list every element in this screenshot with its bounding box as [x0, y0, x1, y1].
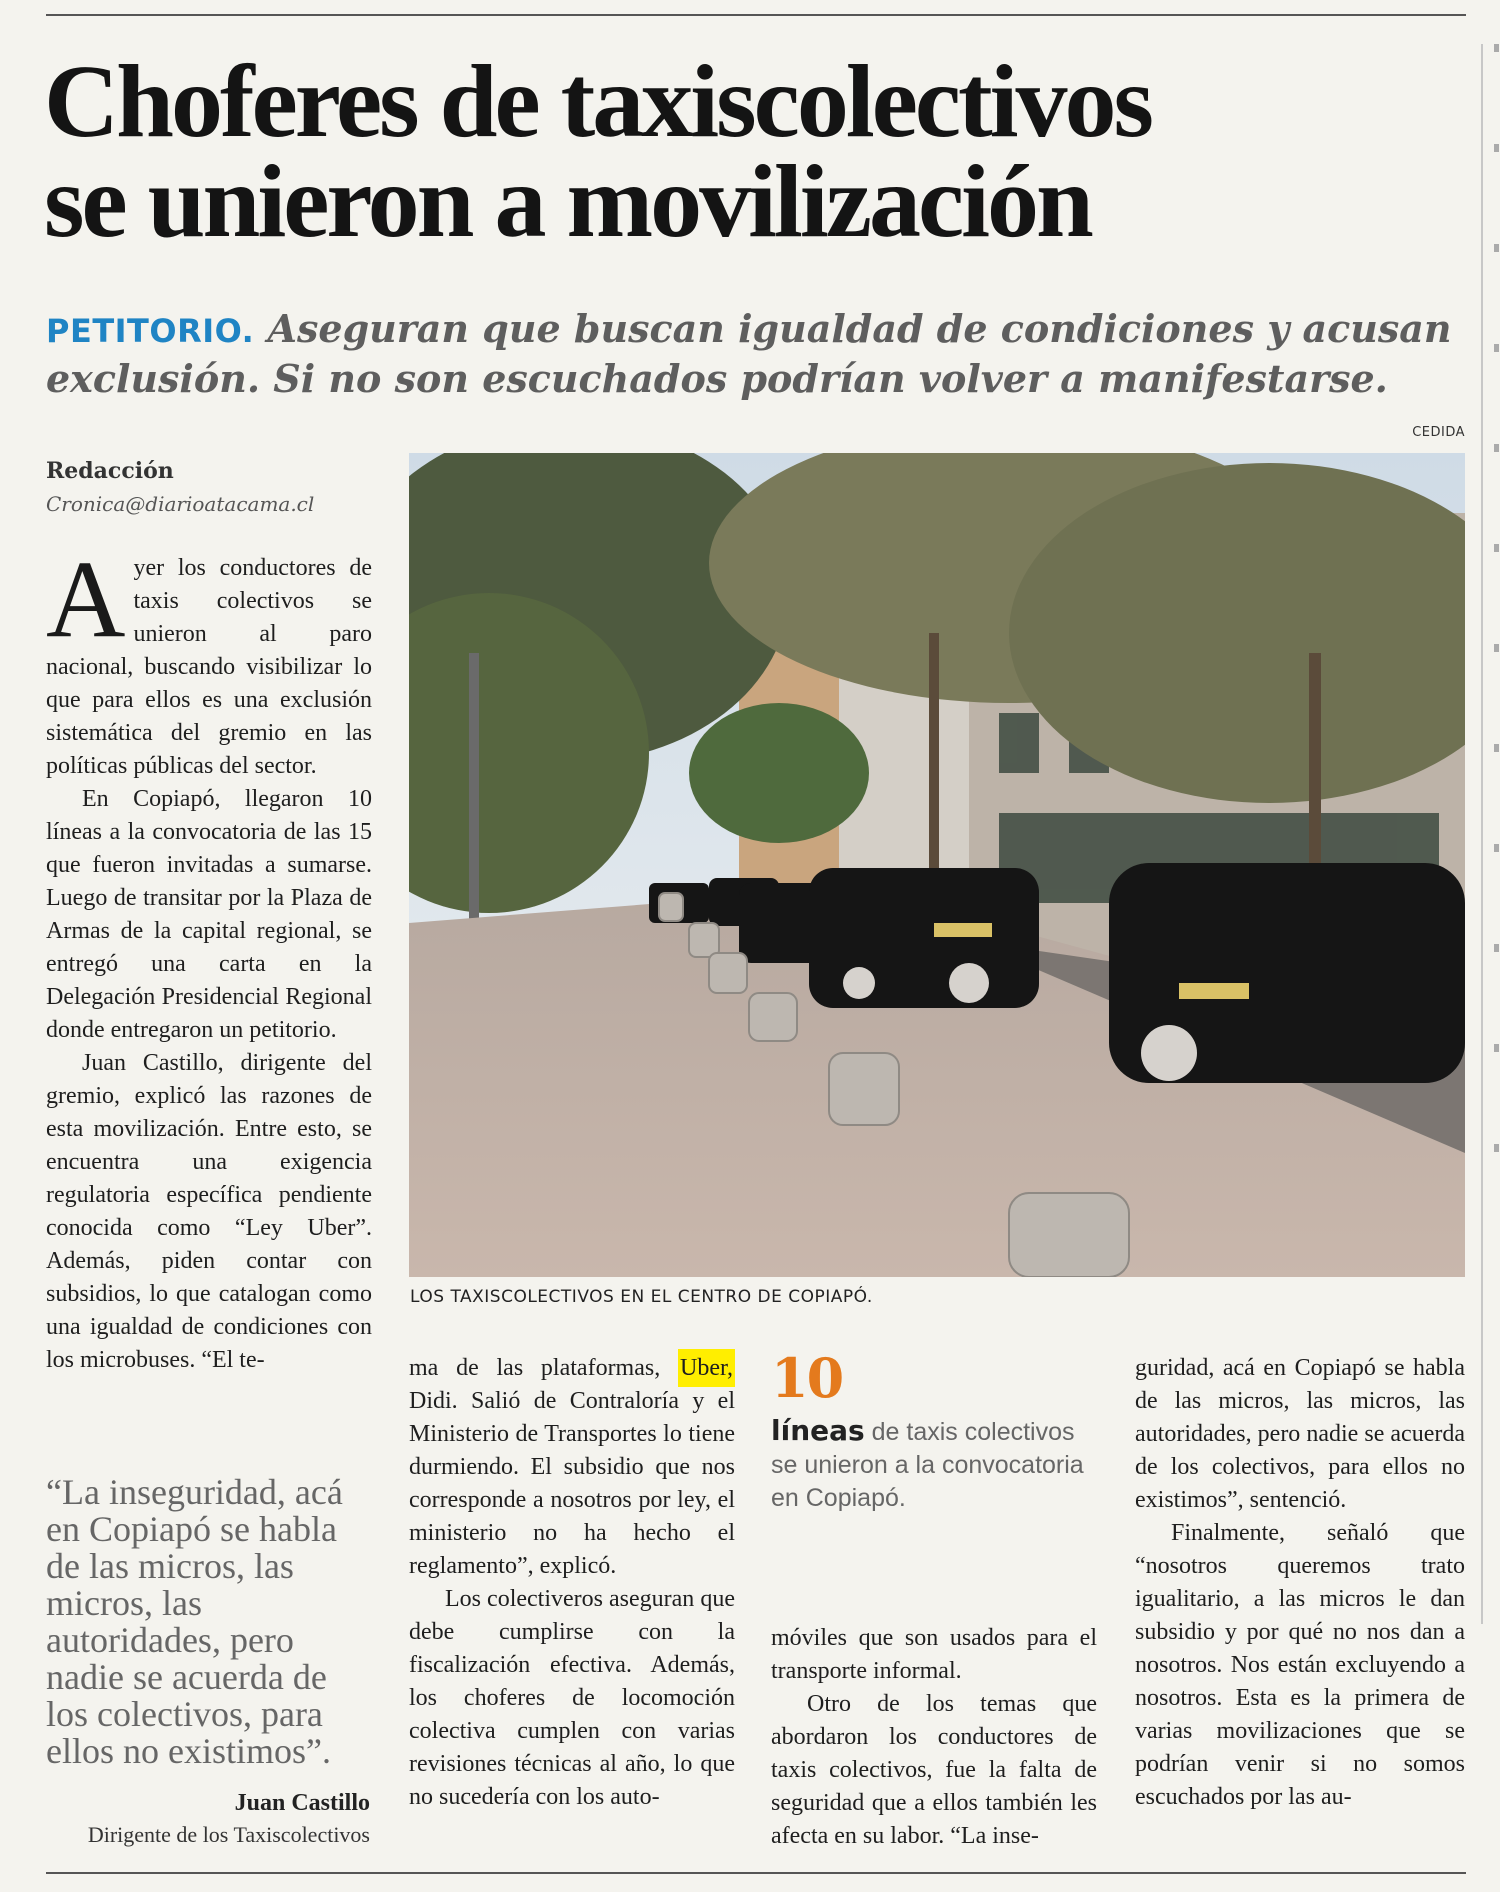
photo-credit: CEDIDA: [1412, 425, 1465, 440]
byline-name: Redacción: [46, 458, 174, 484]
paragraph: [409, 1352, 735, 1583]
text-run: ma de las plataformas,: [409, 1355, 678, 1381]
byline-email: Cronica@diarioatacama.cl: [46, 492, 315, 516]
right-column-rule: [1481, 44, 1483, 1624]
highlighted-text: Uber,: [678, 1349, 735, 1387]
stat-word: líneas: [771, 1414, 865, 1447]
column-1: [46, 538, 372, 1377]
bottom-rule: [46, 1872, 1466, 1874]
headline: [44, 44, 1464, 259]
paragraph: guridad, acá en Copiapó se habla de las micros, las micros, las autoridades, pero nadie se acuerda de los colectivos, para ellos no existimos”, sentenció.: [1135, 1355, 1465, 1513]
headline-line-1: Choferes de taxiscolectivos: [44, 44, 1152, 159]
top-rule: [46, 14, 1466, 16]
photo-caption: LOS TAXISCOLECTIVOS EN EL CENTRO DE COPIAPÓ.: [410, 1287, 873, 1307]
paragraph: En Copiapó, llegaron 10 líneas a la convocatoria de las 15 que fueron invitadas a sumarse. Luego de transitar por la Plaza de Armas de la capital regional, se entregó una carta en la Delegación Presidencial Regional donde entregaron un petitorio.: [46, 786, 372, 1043]
quote-author: Juan Castillo: [234, 1790, 370, 1816]
headline-line-2: se unieron a movilización: [44, 144, 1091, 259]
quote-role: Dirigente de los Taxiscolectivos: [87, 1822, 370, 1847]
article-photo: [409, 453, 1465, 1277]
stat-description: [771, 1414, 1101, 1515]
deck: [46, 305, 1466, 403]
paragraph: Finalmente, señaló que “nosotros queremos trato igualitario, a las micros le dan subsidio y por qué no nos dan a nosotros. Nos están excluyendo a nosotros. Esta es la primera de varias movilizaciones que se podrían venir si no somos escuchados por las au-: [1135, 1520, 1465, 1810]
column-4: [1135, 1352, 1465, 1814]
deck-text: Aseguran que buscan igualdad de condiciones y acusan exclusión. Si no son escuchados podrían volver a manifestarse.: [46, 306, 1452, 401]
lead-text: yer los conductores de taxis colectivos se unieron al paro nacional, buscando visibilizar lo que para ellos es una exclusión sistemática del gremio en las políticas públicas del sector.: [46, 555, 372, 779]
paragraph: Los colectiveros aseguran que debe cumplirse con la fiscalización efectiva. Además, los choferes de locomoción colectiva cumplen con varias revisiones técnicas al año, lo que no sucedería con los auto-: [409, 1586, 735, 1810]
stat-callout: [771, 1348, 1101, 1515]
street-photo-illustration: [409, 453, 1465, 1277]
paragraph-lead: [46, 538, 372, 783]
pull-quote: “La inseguridad, acá en Copiapó se habla de las micros, las micros, las autoridades, pero nadie se acuerda de los colectivos, para ellos no existimos”.: [46, 1472, 343, 1771]
edge-marks: [1494, 44, 1500, 1844]
drop-cap: A: [46, 538, 126, 660]
column-3: [771, 1622, 1097, 1853]
stat-text: de taxis colectivos se unieron a la convocatoria en Copiapó.: [771, 1418, 1084, 1512]
paragraph: Otro de los temas que abordaron los conductores de taxis colectivos, fue la falta de seguridad que a ellos también les afecta en su labor. “La inse-: [771, 1691, 1097, 1849]
text-run: Didi. Salió de Contraloría y el Ministerio de Transportes lo tiene durmiendo. El subsidio que nos corresponde a nosotros por ley, el ministerio no ha hecho el reglamento”, explicó.: [409, 1388, 735, 1579]
paragraph: móviles que son usados para el transporte informal.: [771, 1625, 1097, 1684]
paragraph: Juan Castillo, dirigente del gremio, explicó las razones de esta movilización. Entre esto, se encuentra una exigencia regulatoria específica pendiente conocida como “Ley Uber”. Además, piden contar con subsidios, lo que catalogan como una igualdad de condiciones con los microbuses. “El te-: [46, 1050, 372, 1373]
stat-number: 10: [771, 1346, 843, 1410]
deck-kicker: PETITORIO.: [46, 312, 255, 350]
column-2: [409, 1352, 735, 1814]
